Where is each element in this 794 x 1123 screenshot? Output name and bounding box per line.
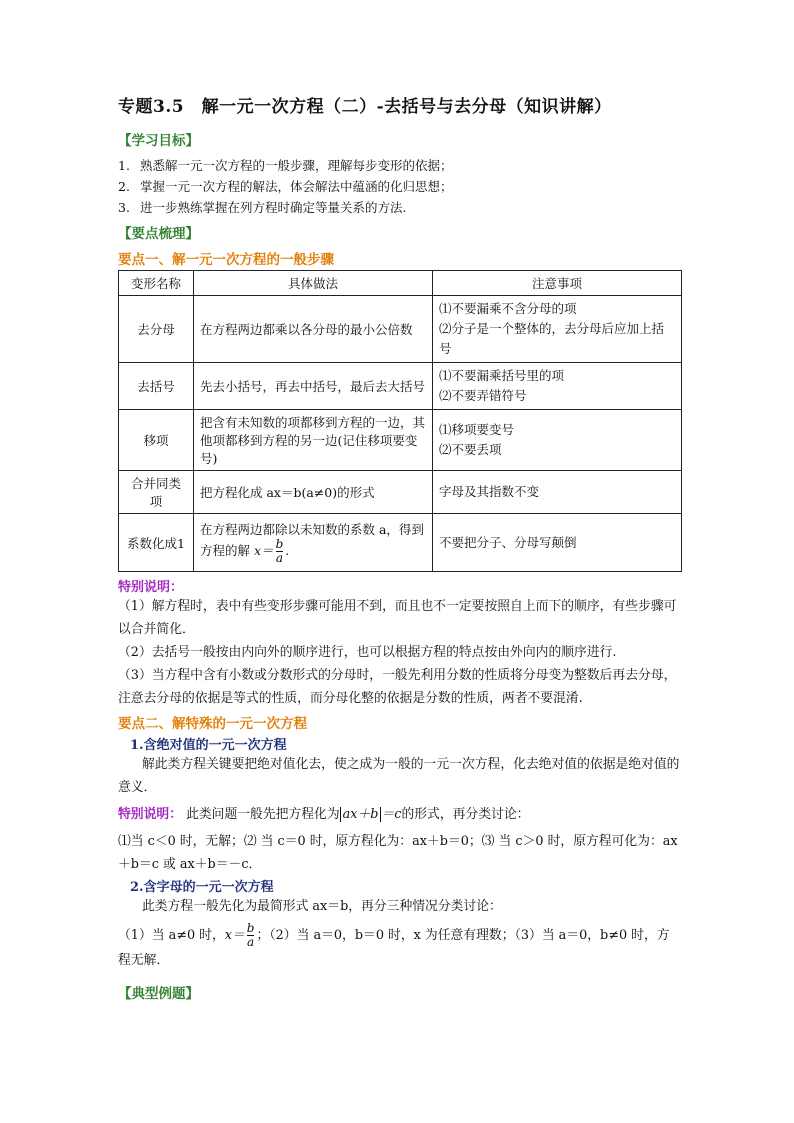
note-line: ⑴移项要变号 <box>439 422 515 437</box>
cases2-b: ；（2）当 a＝0，b＝0 时，x 为任意有理数；（3）当 a＝0，b≠0 时，方程无解． <box>118 928 670 968</box>
note-line: ⑵不要弄错符号 <box>439 388 527 403</box>
document-page <box>118 92 682 1008</box>
special2-post: 的形式，再分类讨论： <box>401 807 530 822</box>
column-header: 变形名称 <box>119 271 194 296</box>
point2-title: 要点二、解特殊的一元一次方程 <box>118 716 307 732</box>
step-name: 去括号 <box>119 363 194 410</box>
step-method: 把方程化成 ax＝b(a≠0)的形式 <box>194 471 433 514</box>
step-name: 合并同类项 <box>119 471 194 514</box>
fraction-numerator: b <box>275 537 284 551</box>
absolute-expression: ax＋b <box>340 807 382 822</box>
fraction-numerator: b <box>246 921 255 935</box>
goals-list <box>118 155 682 218</box>
column-header: 注意事项 <box>433 271 682 296</box>
step-method: 先去小括号，再去中括号，最后去大括号 <box>194 363 433 410</box>
special1-item: （1）解方程时，表中有些变形步骤可能用不到，而且也不一定要按照自上而下的顺序，有些步骤可以合并简化． <box>118 599 677 637</box>
note-line: 字母及其指数不变 <box>439 484 540 499</box>
note-line: ⑴不要漏乘括号里的项 <box>439 368 565 383</box>
step-name: 系数化成1 <box>119 514 194 572</box>
step-notes <box>433 410 682 471</box>
special2-line <box>118 803 682 826</box>
sub1-text: 解此类方程关键要把绝对值化去，使之成为一般的一元一次方程，化去绝对值的依据是绝对值的意义． <box>118 757 680 795</box>
step-name: 去分母 <box>119 296 194 363</box>
step-method: 把含有未知数的项都移到方程的一边，其他项都移到方程的另一边(记住移项要变号) <box>194 410 433 471</box>
special2-pre: 此类问题一般先把方程化为 <box>186 807 340 822</box>
note-line: 不要把分子、分母写颠倒 <box>439 534 577 550</box>
step-name: 移项 <box>119 410 194 471</box>
cases2-x: x＝ <box>224 928 245 943</box>
column-header: 具体做法 <box>194 271 433 296</box>
note-line: ⑴不要漏乘不含分母的项 <box>439 301 577 316</box>
step-notes <box>433 363 682 410</box>
table-row <box>119 296 682 363</box>
cases2 <box>118 922 682 972</box>
special2-eq: ＝c <box>381 807 402 822</box>
note-line: ⑵分子是一个整体的，去分母后应加上括号 <box>439 321 665 356</box>
goal-number: 3. <box>118 200 130 215</box>
sub2-title: 2.含字母的一元一次方程 <box>130 880 274 895</box>
fraction-denominator: a <box>247 935 255 949</box>
sub2-text: 此类方程一般先化为最简形式 ax＝b，再分三种情况分类讨论： <box>142 899 502 914</box>
step-notes <box>433 471 682 514</box>
goal-text: 熟悉解一元一次方程的一般步骤，理解每步变形的依据； <box>140 158 453 173</box>
cases1: ⑴当 c＜0 时，无解；⑵ 当 c＝0 时，原方程化为：ax＋b＝0；⑶ 当 c＞0 时，原方程可化为：ax＋b＝c 或 ax＋b＝－c． <box>118 834 678 872</box>
special1-item: （2）去括号一般按由内向外的顺序进行，也可以根据方程的特点按由外向内的顺序进行. <box>118 645 617 660</box>
step-method <box>194 514 433 572</box>
goals-header: 【学习目标】 <box>118 133 199 149</box>
table-row <box>119 410 682 471</box>
table-row <box>119 363 682 410</box>
special1-item: （3）当方程中含有小数或分数形式的分母时，一般先利用分数的性质将分母变为整数后再去分母，注意去分母的依据是等式的性质，而分母化整的依据是分数的性质，两者不要混淆. <box>118 668 677 706</box>
table-row <box>119 514 682 572</box>
method-x: x＝ <box>254 543 274 558</box>
examples-header: 【典型例题】 <box>118 986 199 1002</box>
method-end: . <box>285 543 290 558</box>
method-text: 在方程两边都除以未知数的系数 a，得到方程的解 <box>200 522 424 558</box>
page-title: 专题3.5 解一元一次方程（二）-去括号与去分母（知识讲解） <box>118 97 612 117</box>
steps-table <box>118 270 682 572</box>
table-row <box>119 471 682 514</box>
point1-title: 要点一、解一元一次方程的一般步骤 <box>118 252 334 268</box>
note-line: ⑵不要丢项 <box>439 442 502 457</box>
table-header-row <box>119 271 682 296</box>
step-notes <box>433 296 682 363</box>
fraction-b-over-a <box>247 922 255 949</box>
goal-text: 掌握一元一次方程的解法，体会解法中蕴涵的化归思想； <box>140 179 453 194</box>
fraction-denominator: a <box>275 551 283 565</box>
goal-text: 进一步熟练掌握在列方程时确定等量关系的方法. <box>140 200 407 215</box>
goal-number: 1. <box>118 158 130 173</box>
special1-label: 特别说明： <box>118 580 184 595</box>
special2-label: 特别说明： <box>118 807 182 822</box>
step-method: 在方程两边都乘以各分母的最小公倍数 <box>194 296 433 363</box>
goal-number: 2. <box>118 179 130 194</box>
cases2-a: （1）当 a≠0 时， <box>118 928 225 943</box>
points-header: 【要点梳理】 <box>118 226 199 242</box>
goal-item <box>118 197 682 218</box>
sub1-title: 1.含绝对值的一元一次方程 <box>130 738 287 753</box>
goal-item <box>118 155 682 176</box>
fraction-b-over-a <box>276 538 284 565</box>
step-notes <box>433 514 682 572</box>
goal-item <box>118 176 682 197</box>
